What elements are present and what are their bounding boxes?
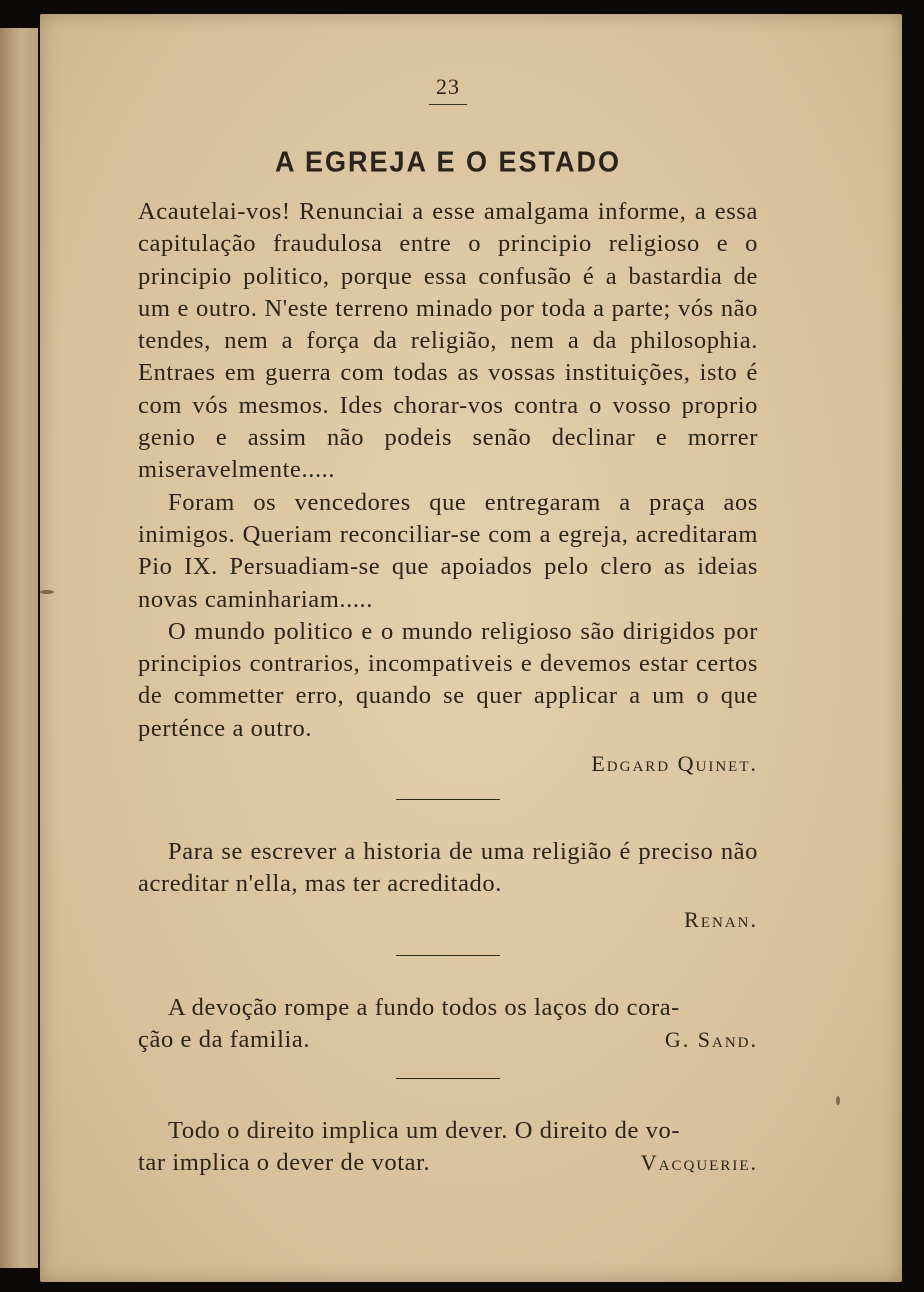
author-signature: Vacquerie. [640,1149,758,1175]
quote-sand [138,992,758,1056]
quote-last-line [138,1024,758,1056]
quote-line: A devoção rompe a fundo todos os laços do cora- [168,993,680,1021]
quote-renan [138,836,758,933]
binding-edge [0,28,38,1268]
page-number: 23 [436,74,460,99]
quote-paragraph: O mundo politico e o mundo religioso são dirigidos por principios contrarios, incompativeis e devemos estar certos de commetter erro, quando se quer applicar a um o que perténce a outro. [138,617,758,742]
quote-last-line [138,1147,758,1179]
section-divider [396,955,500,956]
quote-paragraph: Acautelai-vos! Renunciai a esse amalgama informe, a essa capitulação fraudulosa entre o principio religioso e o principio politico, porque essa confusão é a bastardia de um e outro. N'este terreno minado por toda a parte; vós não tendes, nem a força da religião, nem a da philosophia. Entraes em guerra com todas as vossas instituições, isto é com vós mesmos. Ides chorar-vos contra o vosso proprio genio e assim não podeis senão declinar e morrer miseravelmente..... [138,198,758,484]
section-divider [396,1078,500,1079]
quote-vacquerie [138,1115,758,1179]
quote-paragraph: Foram os vencedores que entregaram a praça aos inimigos. Queriam reconciliar-se com a egreja, acreditaram Pio IX. Persuadiam-se que apoiados pelo clero as ideias novas caminhariam..... [138,488,758,613]
author-signature: Edgard Quinet. [591,751,758,777]
page-number-rule [429,104,467,105]
quote-line: ção e da familia. [138,1025,311,1053]
ink-spot [836,1096,840,1105]
quote-line: Todo o direito implica um dever. O direito de vo- [168,1116,681,1144]
page-content [138,74,758,1179]
author-signature: G. Sand. [664,1026,758,1052]
section-divider [396,799,500,800]
quote-line: tar implica o dever de votar. [138,1148,431,1176]
paper-mark [40,590,54,594]
quote-paragraph: Para se escrever a historia de uma religião é preciso não acreditar n'ella, mas ter acreditado. [138,838,758,898]
author-signature: Renan. [684,906,758,932]
chapter-title: A EGREJA E O ESTADO [274,146,622,178]
quote-quinet [138,196,758,777]
